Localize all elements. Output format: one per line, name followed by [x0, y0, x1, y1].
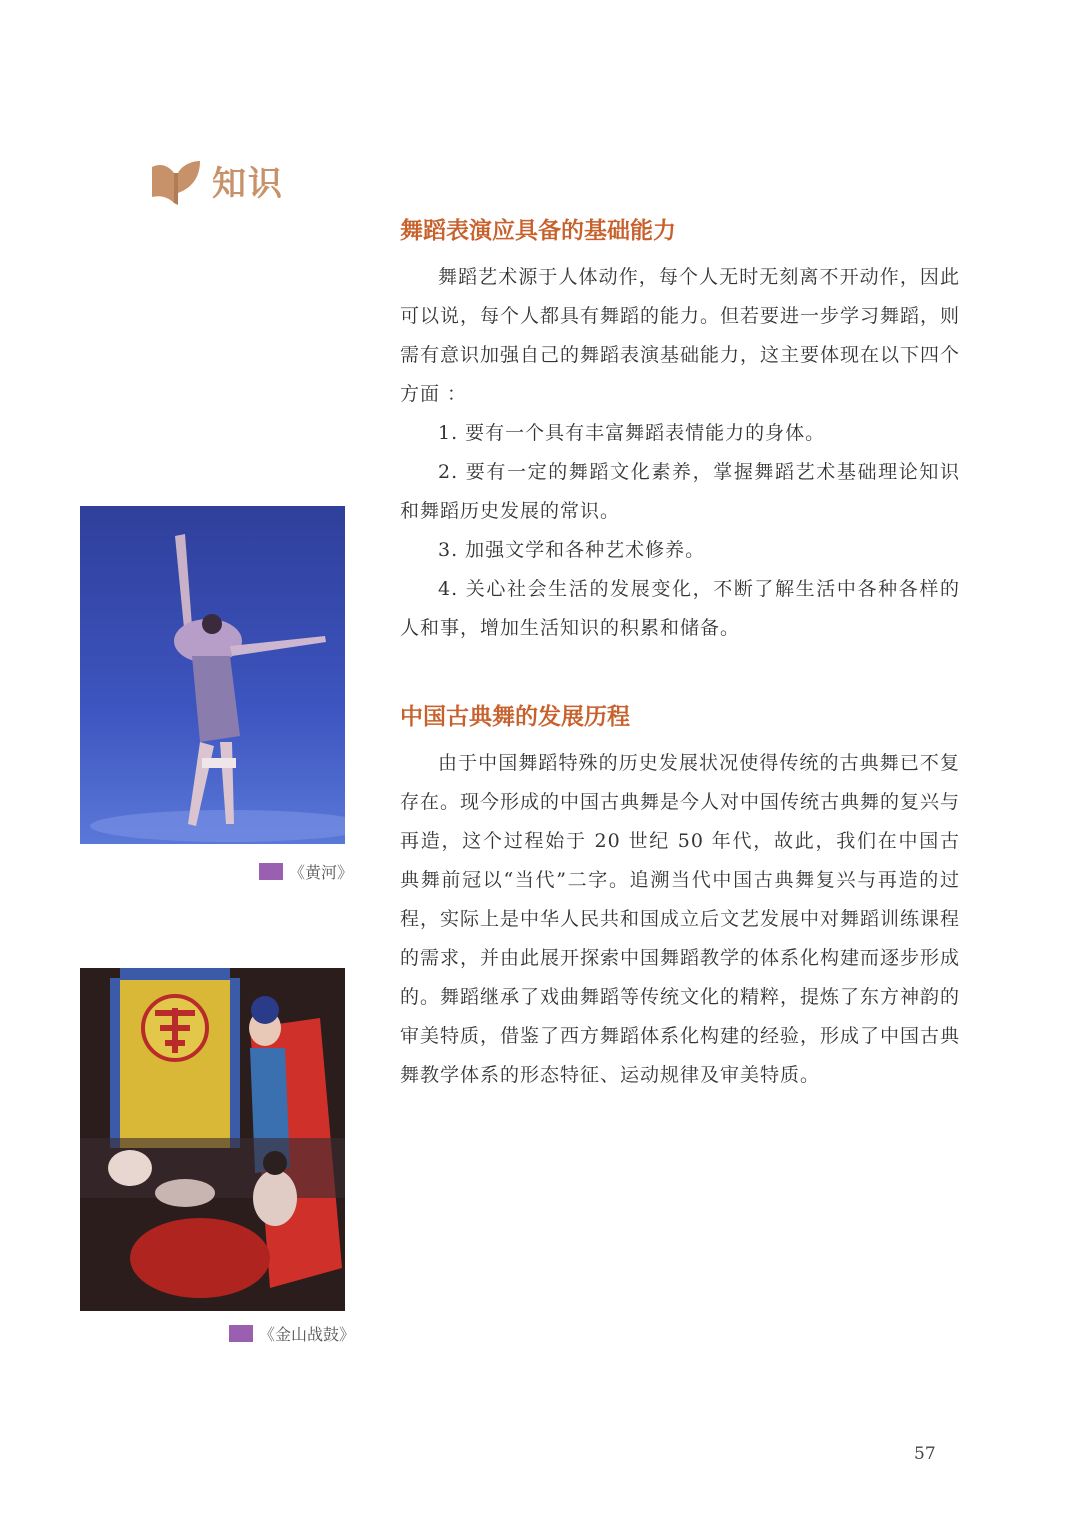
- photo-huanghe: [80, 506, 345, 844]
- photo-caption: [259, 860, 353, 883]
- paragraph: 舞蹈艺术源于人体动作，每个人无时无刻离不开动作，因此可以说，每个人都具有舞蹈的能力。但若要进一步学习舞蹈，则需有意识加强自己的舞蹈表演基础能力，这主要体现在以下四个方面 ：: [400, 266, 961, 405]
- list-item: 2. 要有一定的舞蹈文化素养，掌握舞蹈艺术基础理论知识和舞蹈历史发展的常识。: [400, 461, 960, 522]
- caption-text: 《金山战鼓》: [259, 1325, 356, 1344]
- section-header: [148, 150, 284, 210]
- section-basic-abilities: [400, 214, 960, 648]
- paragraph: 由于中国舞蹈特殊的历史发展状况使得传统的古典舞已不复存在。现今形成的中国古典舞是今人对中国传统古典舞的复兴与再造，这个过程始于 20 世纪 50 年代，故此，我们在中国古典舞前冠以“当代”二字。追溯当代中国古典舞复兴与再造的过程，实际上是中华人民共和国成立后文艺发展中对舞蹈训练课程的需求，并由此展开探索中国舞蹈教学的体系化构建而逐步形成的。舞蹈继承了戏曲舞蹈等传统文化的精粹，提炼了东方神韵的审美特质，借鉴了西方舞蹈体系化构建的经验，形成了中国古典舞教学体系的形态特征、运动规律及审美特质。: [400, 752, 961, 1086]
- caption-swatch: [259, 863, 283, 880]
- section-heading: 中国古典舞的发展历程: [400, 704, 630, 730]
- book-leaf-icon: [148, 153, 204, 207]
- caption-swatch: [229, 1325, 253, 1342]
- section-classical-dance-history: [400, 700, 960, 1095]
- photo-caption: [229, 1322, 355, 1345]
- section-title: 知识: [212, 163, 284, 204]
- caption-text: 《黄河》: [289, 863, 354, 882]
- list-item: 1. 要有一个具有丰富舞蹈表情能力的身体。: [438, 422, 826, 444]
- page-number: 57: [914, 1444, 936, 1464]
- photo-jinshan-zhangu: [80, 968, 345, 1311]
- list-item: 4. 关心社会生活的发展变化，不断了解生活中各种各样的人和事，增加生活知识的积累和储备。: [400, 578, 960, 639]
- section-heading: 舞蹈表演应具备的基础能力: [400, 218, 676, 244]
- list-item: 3. 加强文学和各种艺术修养。: [438, 539, 706, 561]
